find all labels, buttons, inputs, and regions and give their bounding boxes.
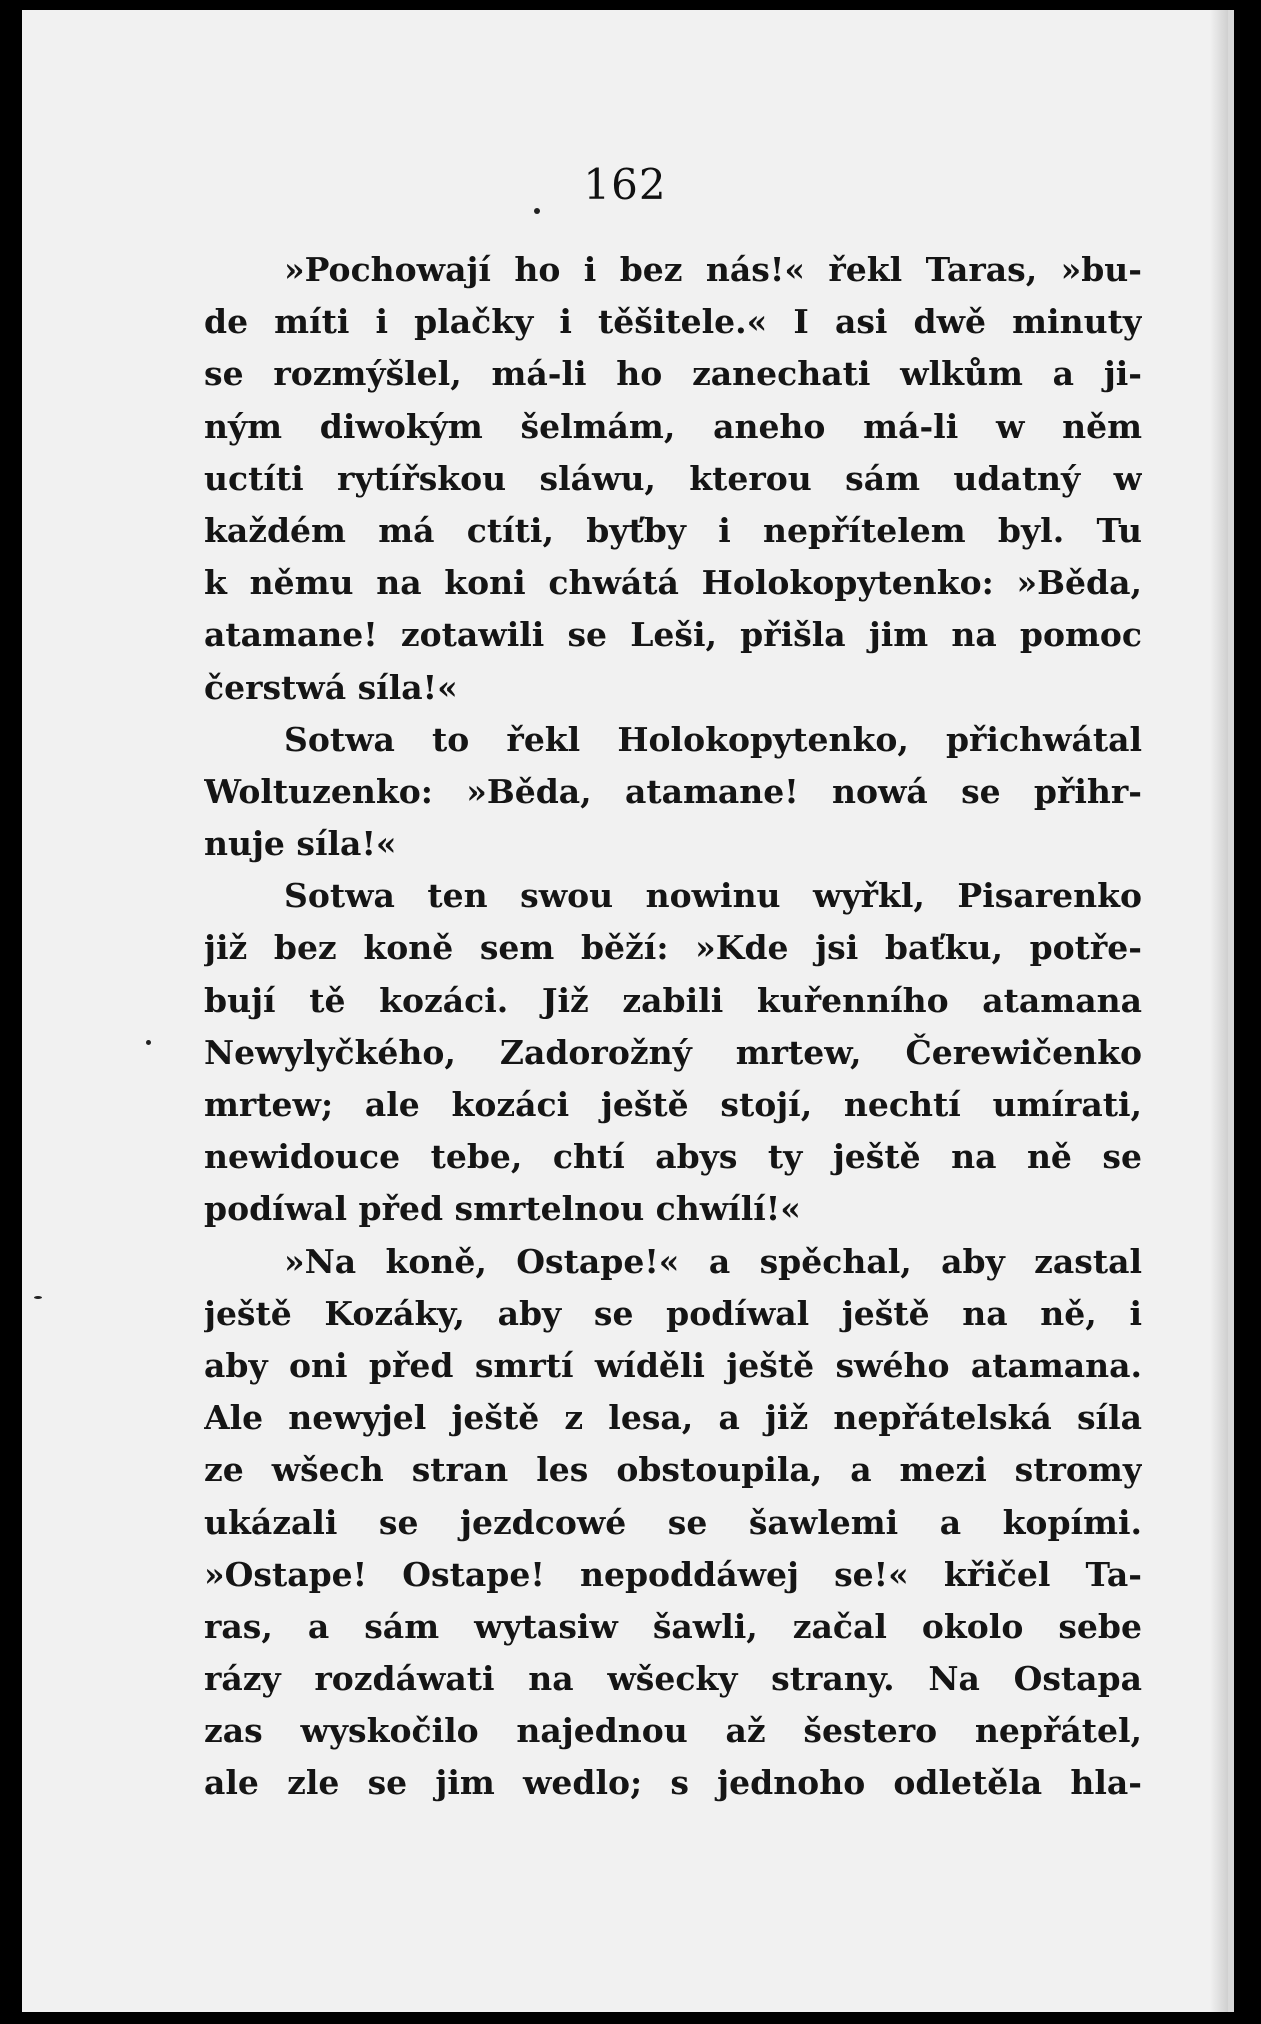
text-line: čerstwá síla!«: [204, 667, 458, 707]
text-line: bují tě kozáci. Již zabili kuřenního atamana: [204, 980, 1142, 1020]
text-line: ným diwokým šelmám, aneho má-li w něm: [204, 406, 1142, 446]
text-line: »Pochowají ho i bez nás!« řekl Taras, »bu-: [284, 250, 1142, 289]
text-line: ukázali se jezdcowé se šawlemi a kopími.: [204, 1502, 1142, 1542]
text-line: »Na koně, Ostape!« a spěchal, aby zastal: [284, 1241, 1142, 1281]
text-line: zas wyskočilo najednou až šestero nepřátel,: [204, 1711, 1142, 1751]
text-line: k němu na koni chwátá Holokopytenko: »Běda,: [204, 563, 1142, 603]
text-line: již bez koně sem běží: »Kde jsi baťku, potře-: [204, 928, 1142, 968]
text-line: de míti i plačky i těšitele.« I asi dwě minuty: [204, 302, 1142, 342]
text-line: uctíti rytířskou sláwu, kterou sám udatný w: [204, 458, 1142, 498]
text-line: Sotwa ten swou nowinu wyřkl, Pisarenko: [284, 876, 1142, 916]
page-edge-shadow: [1210, 10, 1228, 2012]
text-line: atamane! zotawili se Leši, přišla jim na pomoc: [204, 615, 1142, 655]
text-line: ale zle se jim wedlo; s jednoho odletěla hla-: [204, 1763, 1142, 1803]
text-line: se rozmýšlel, má-li ho zanechati wlkům a ji-: [204, 354, 1142, 394]
text-line: Woltuzenko: »Běda, atamane! nowá se přihr-: [204, 771, 1142, 811]
text-line: Ale newyjel ještě z lesa, a již nepřátelská síla: [204, 1398, 1142, 1438]
text-line: ras, a sám wytasiw šawli, začal okolo sebe: [204, 1606, 1142, 1646]
text-line: aby oni před smrtí wíděli ještě swého atamana.: [204, 1345, 1142, 1385]
text-line: Sotwa to řekl Holokopytenko, přichwátal: [284, 719, 1142, 759]
text-line: každém má ctíti, byťby i nepřítelem byl. Tu: [204, 510, 1142, 550]
text-line: ještě Kozáky, aby se podíwal ještě na ně, i: [204, 1293, 1142, 1333]
print-speck: [34, 1296, 42, 1299]
text-line: Newylyčkého, Zadorožný mrtew, Čerewičenko: [204, 1032, 1142, 1072]
text-line: »Ostape! Ostape! nepoddáwej se!« křičel Ta-: [204, 1554, 1142, 1594]
body-text: [204, 244, 1142, 1810]
text-line: ze wšech stran les obstoupila, a mezi stromy: [204, 1450, 1142, 1490]
page-number: 162: [583, 160, 667, 209]
book-page: [22, 10, 1234, 2012]
print-speck: [146, 1040, 151, 1045]
print-speck: [534, 208, 540, 214]
text-line: podíwal před smrtelnou chwílí!«: [204, 1189, 801, 1229]
text-line: mrtew; ale kozáci ještě stojí, nechtí umírati,: [204, 1085, 1142, 1124]
text-line: nuje síla!«: [204, 824, 397, 864]
text-line: rázy rozdáwati na wšecky strany. Na Ostapa: [204, 1659, 1142, 1699]
text-line: newidouce tebe, chtí abys ty ještě na ně se: [204, 1137, 1142, 1177]
